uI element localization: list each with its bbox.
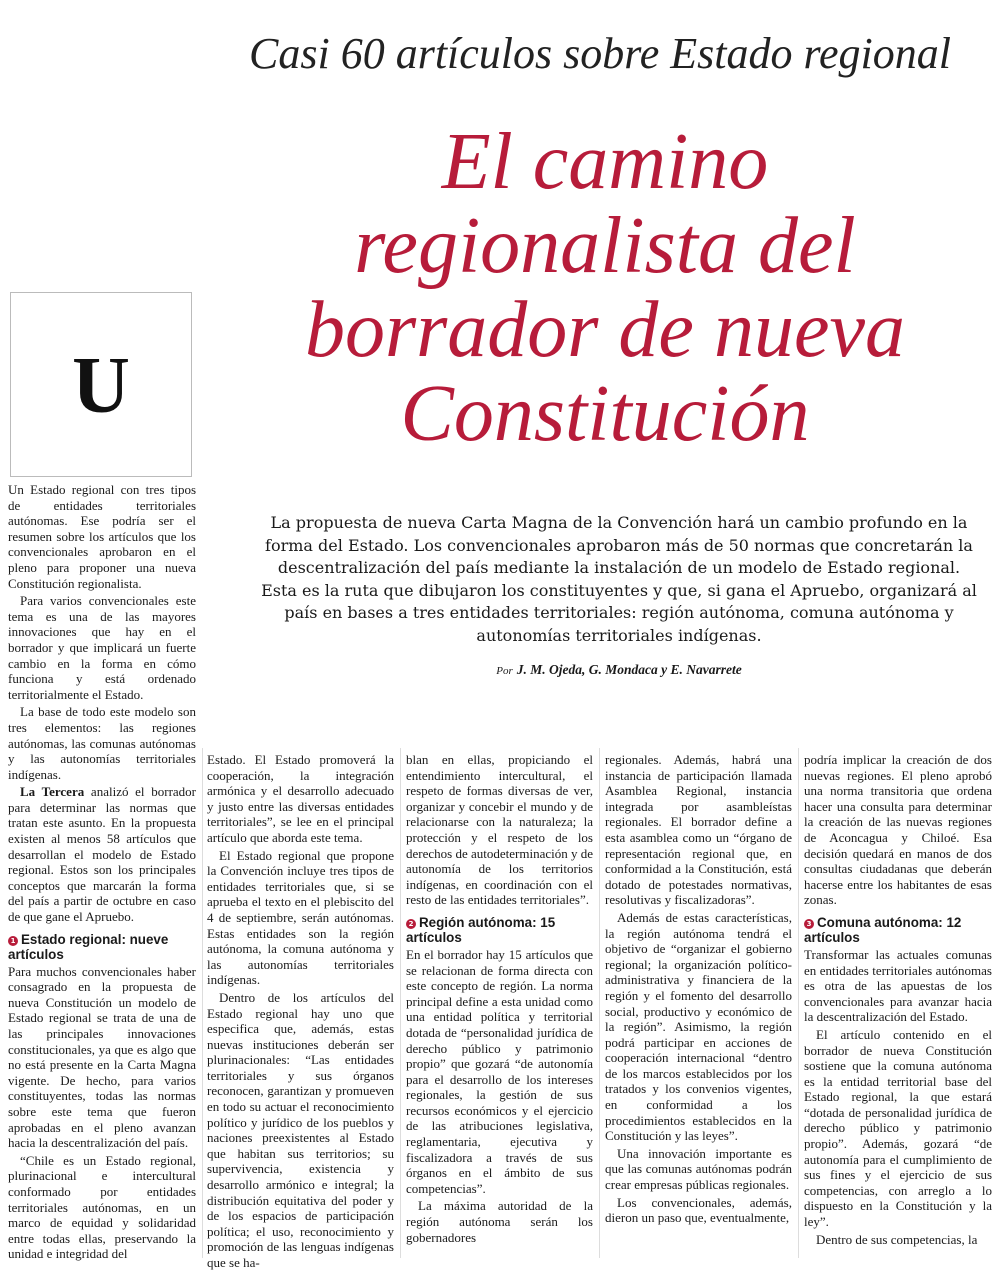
paragraph: Además de estas características, la región autónoma tendrá el objetivo de “organizar el gobierno regional; la organización político-administrativa y financiera de la región y el fomento del desarrollo social, productivo y económico de la región”. Asimismo, la región podrá participar en acciones de cooperación internacional “dentro de los marcos establecidos por los tratados y los convenios vigentes, en conformidad a los procedimientos establecidos en la Constitución y las leyes”. bbox=[605, 909, 792, 1144]
column-divider bbox=[798, 748, 799, 1258]
section-heading: 3 Comuna autónoma: 12 artículos bbox=[804, 914, 962, 945]
column-divider bbox=[599, 748, 600, 1258]
paragraph: Transformar las actuales comunas en entidades territoriales autónomas es otra de las apuestas de los convencionales para avanzar hacia la descentralización del Estado. bbox=[804, 946, 992, 1025]
article-column-3 bbox=[406, 752, 593, 1258]
headline bbox=[235, 120, 975, 456]
paragraph: Para muchos convencionales haber consagrado en la propuesta de nueva Constitución un modelo de Estado regional se trata de una de las principales innovaciones constitucionales, ya que es algo que no está presente en la Carta Magna vigente. De hecho, para varios constituyentes, todas las normas sobre este tema que fueron aprobadas en el pleno avanzan hacia la descentralización del país. bbox=[8, 963, 196, 1151]
paragraph: La Tercera analizó el borrador para determinar las normas que tratan este asunto. En la propuesta existen al menos 58 artículos que desarrollan el modelo de Estado regional. Estos son los principales conceptos que marcarán la forma del país a partir de octubre en caso de que gane el Apruebo. bbox=[8, 784, 196, 925]
paragraph: Dentro de los artículos del Estado regional hay uno que especifica que, además, estas nuevas instituciones deberán ser plurinacionales: “Las entidades territoriales y sus órganos reconocen, garantizan y promueven en todo su actuar el reconocimiento político y jurídico de los pueblos y naciones preexistentes al Estado que habitan sus territorios; su supervivencia, existencia y desarrollo armónico e integral; la distribución equitativa del poder y de los espacios de participación política; el uso, reconocimiento y promoción de las lenguas indígenas que se ha- bbox=[207, 989, 394, 1270]
section-heading: 1 Estado regional: nueve artículos bbox=[8, 931, 169, 962]
paragraph: El artículo contenido en el borrador de nueva Constitución sostiene que la comuna autónoma es la entidad territorial base del Estado regional, la que estará “dotada de personalidad jurídica de derecho público y patrimonio propio”. Además, gozará “de autonomía para el cumplimiento de sus fines y el ejercicio de sus competencias, con arreglo a lo dispuesto en la Constitución y la ley”. bbox=[804, 1026, 992, 1230]
newspaper-name: La Tercera bbox=[20, 784, 85, 800]
paragraph: Dentro de sus competencias, la bbox=[816, 1231, 978, 1247]
logo-letter: U bbox=[72, 342, 130, 430]
paragraph: “Chile es un Estado regional, plurinacional e intercultural conformado por entidades territoriales autónomas, en un marco de equidad y solidaridad entre todas ellas, preservando la unidad e integridad del bbox=[8, 1152, 196, 1262]
paragraph: regionales. Además, habrá una instancia de participación llamada Asamblea Regional, instancia integrada por asambleístas regionales. El borrador define a esta asamblea como un “órgano de representación regional que, en conformidad a la Constitución, está dotado de potestades normativas, resolutivas y fiscalizadoras”. bbox=[605, 752, 792, 908]
column-divider bbox=[400, 748, 401, 1258]
headline-line: Constitución bbox=[400, 370, 810, 458]
paragraph: Para varios convencionales este tema es una de las mayores innovaciones que hay en el borrador y que implicará un fuerte cambio en la forma en cómo funciona y está ordenado territorialmente el Estado. bbox=[8, 593, 196, 702]
headline-line: borrador de nueva bbox=[305, 286, 905, 374]
paragraph: La base de todo este modelo son tres elementos: las regiones autónomas, las comunas autónomas y las autonomías territoriales indígenas. bbox=[8, 704, 196, 782]
column-divider bbox=[202, 748, 203, 1258]
paragraph: blan en ellas, propiciando el entendimiento intercultural, el respeto de formas diversas de ver, organizar y concebir el mundo y de relacionarse con la naturaleza; la protección y el respeto de los derechos de autodeterminación y de autonomía de los territorios indígenas, en coordinación con el resto de las entidades territoriales”. bbox=[406, 752, 593, 908]
article-column-5 bbox=[804, 752, 992, 1258]
byline-authors: J. M. Ojeda, G. Mondaca y E. Navarrete bbox=[516, 662, 742, 677]
article-column-2 bbox=[207, 752, 394, 1270]
kicker: Casi 60 artículos sobre Estado regional bbox=[249, 29, 951, 78]
byline bbox=[258, 662, 980, 678]
article-column-4 bbox=[605, 752, 792, 1258]
section-number-badge: 2 bbox=[406, 919, 416, 929]
headline-line: El camino bbox=[441, 118, 769, 206]
paragraph: En el borrador hay 15 artículos que se relacionan de forma directa con este concepto de región. La norma principal define a esta unidad como una entidad política y territorial dotada de “personalidad jurídica de derecho público y patrimonio propio” que gozará “de autonomía para el desarrollo de los intereses regionales, la gestión de sus recursos económicos y el ejercicio de las atribuciones legislativa, reglamentaria, ejecutiva y fiscalizadora a través de sus órganos en el ámbito de sus competencias”. bbox=[406, 946, 593, 1196]
section-number-badge: 1 bbox=[8, 936, 18, 946]
paragraph: podría implicar la creación de dos nuevas regiones. El pleno aprobó una norma transitoria que ordena hacer una consulta para determinar la creación de las nuevas regiones de Aconcagua y Chiloé. Esa decisión quedará en manos de dos consultas ciudadanas que deberán hacerse entre los habitantes de esas zonas. bbox=[804, 752, 992, 908]
paragraph: Una innovación importante es que las comunas autónomas podrán crear empresas públicas regionales. bbox=[605, 1145, 792, 1193]
byline-prefix: Por bbox=[496, 665, 513, 677]
paragraph: Los convencionales, además, dieron un paso que, eventualmente, bbox=[605, 1194, 792, 1226]
paragraph: Estado. El Estado promoverá la cooperación, la integración armónica y el desarrollo adecuado y justo entre las diversas entidades territoriales”, se lee en el principal artículo que aborda este tema. bbox=[207, 752, 394, 845]
paragraph: Un Estado regional con tres tipos de entidades territoriales autónomas. Ese podría ser el resumen sobre los artículos que los convencionales aprobaron en el pleno para proponer una nueva Constitución regionalista. bbox=[8, 482, 196, 591]
section-logo bbox=[10, 292, 192, 477]
section-heading: 2 Región autónoma: 15 artículos bbox=[406, 914, 556, 945]
article-column-1 bbox=[8, 482, 196, 1262]
paragraph: La máxima autoridad de la región autónoma serán los gobernadores bbox=[406, 1198, 593, 1245]
lead-paragraph: La propuesta de nueva Carta Magna de la Convención hará un cambio profundo en la forma del Estado. Los convencionales aprobaron más de 50 normas que concretarán la descentralización del país mediante la instalación de un modelo de Estado regional. Esta es la ruta que dibujaron los constituyentes y que, si gana el Apruebo, organizará al país en bases a tres entidades territoriales: región autónoma, comuna autónoma y autonomías territoriales indígenas. bbox=[261, 513, 977, 645]
paragraph: El Estado regional que propone la Convención incluye tres tipos de entidades territoriales que, si se aprueba el texto en el plebiscito del 4 de septiembre, serán autónomas. Estas entidades son la región autónoma, la comuna autónoma y las autonomías territoriales indígenas. bbox=[207, 847, 394, 988]
headline-line: regionalista del bbox=[354, 202, 856, 290]
section-number-badge: 3 bbox=[804, 919, 814, 929]
